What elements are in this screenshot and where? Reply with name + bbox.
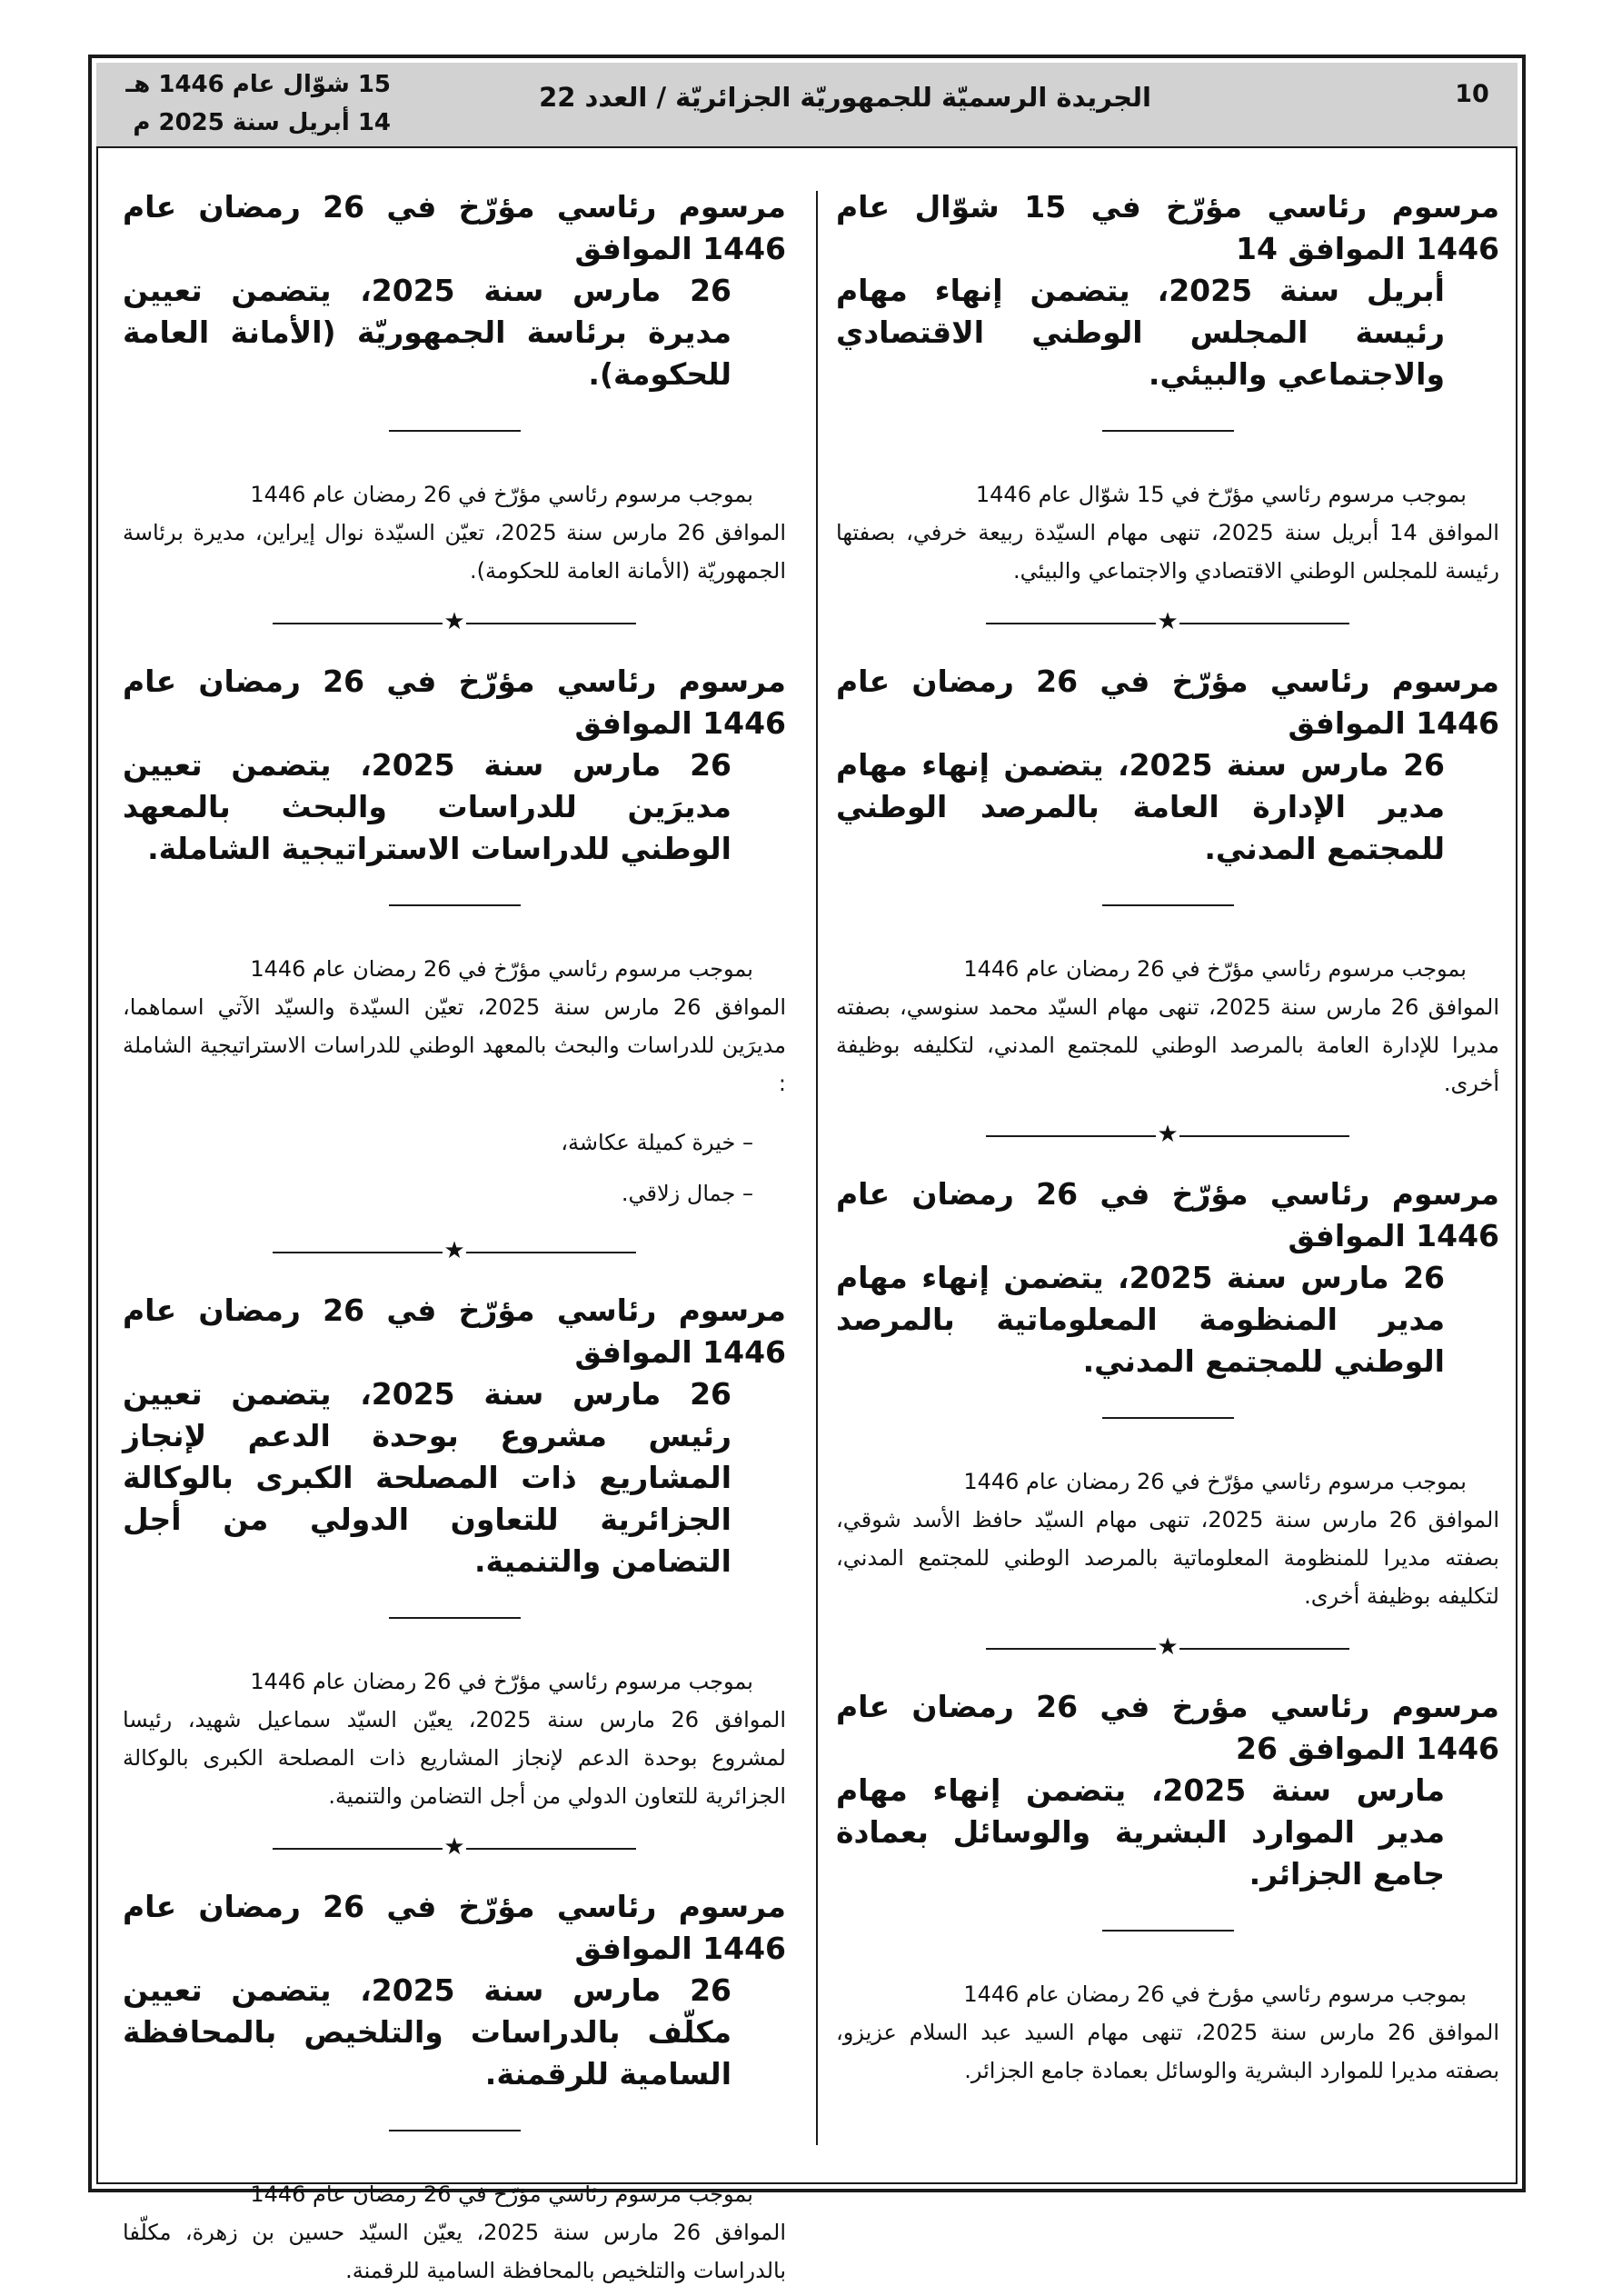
decree-body: بموجب مرسوم رئاسي مؤرخ في 26 رمضان عام 1446 الموافق 26 مارس سنة 2025، تنهى مهام السيد عبد السلام عزيزو، بصفته مديرا للموارد البشرية والوسائل بعمادة جامع الجزائر. <box>836 1982 1499 2083</box>
title-rule <box>389 904 521 906</box>
decree <box>123 1290 786 1815</box>
gregorian-date: 14 أبريل سنة 2025 م <box>133 109 391 136</box>
page-number: 10 <box>1455 80 1489 108</box>
decree-title: مرسوم رئاسي مؤرخ في 26 رمضان عام 1446 الموافق 26 مارس سنة 2025، يتضمن إنهاء مهام مدير الموارد البشرية والوسائل بعمادة جامع الجزائر. <box>836 1689 1499 1892</box>
appointee-list <box>123 1117 786 1219</box>
decree-title: مرسوم رئاسي مؤرّخ في 26 رمضان عام 1446 الموافق 26 مارس سنة 2025، يتضمن تعيين مديرة برئاسة الجمهوريّة (الأمانة العامة للحكومة). <box>123 189 786 392</box>
decree-body: بموجب مرسوم رئاسي مؤرّخ في 15 شوّال عام 1446 الموافق 14 أبريل سنة 2025، تنهى مهام السيّدة ربيعة خرفي، بصفتها رئيسة للمجلس الوطني الاقتصادي والاجتماعي والبيئي. <box>836 482 1499 584</box>
decree-title: مرسوم رئاسي مؤرّخ في 26 رمضان عام 1446 الموافق 26 مارس سنة 2025، يتضمن تعيين مديرَين للدراسات والبحث بالمعهد الوطني للدراسات الاستراتيجية الشاملة. <box>123 664 786 866</box>
decree <box>123 661 786 1219</box>
decree <box>836 186 1499 590</box>
column-divider <box>816 191 818 2145</box>
decree-body: بموجب مرسوم رئاسي مؤرّخ في 26 رمضان عام 1446 الموافق 26 مارس سنة 2025، تعيّن السيّدة نوال إيراين، مديرة برئاسة الجمهوريّة (الأمانة العامة للحكومة). <box>123 482 786 584</box>
decree-body: بموجب مرسوم رئاسي مؤرّخ في 26 رمضان عام 1446 الموافق 26 مارس سنة 2025، تنهى مهام السيّد حافظ الأسد شوقي، بصفته مديرا للمنظومة المعلوماتية بالمرصد الوطني للمجتمع المدني، لتكليفه بوظيفة أخرى. <box>836 1469 1500 1609</box>
star-icon: ★ <box>1157 608 1179 635</box>
star-icon: ★ <box>1157 1633 1179 1661</box>
issue-date <box>118 65 391 142</box>
decree-title: مرسوم رئاسي مؤرّخ في 26 رمضان عام 1446 الموافق 26 مارس سنة 2025، يتضمن إنهاء مهام مدير المنظومة المعلوماتية بالمرصد الوطني للمجتمع المدني. <box>836 1176 1499 1379</box>
decree-title: مرسوم رئاسي مؤرّخ في 26 رمضان عام 1446 الموافق 26 مارس سنة 2025، يتضمن تعيين مكلّف بالدراسات والتلخيص بالمحافظة السامية للرقمنة. <box>123 1889 786 2091</box>
right-column <box>836 186 1499 2090</box>
decree-title: مرسوم رئاسي مؤرّخ في 26 رمضان عام 1446 الموافق 26 مارس سنة 2025، يتضمن إنهاء مهام مدير الإدارة العامة بالمرصد الوطني للمجتمع المدني. <box>836 664 1499 866</box>
hijri-date: 15 شوّال عام 1446 هـ <box>125 71 391 98</box>
decree-title: مرسوم رئاسي مؤرّخ في 15 شوّال عام 1446 الموافق 14 أبريل سنة 2025، يتضمن إنهاء مهام رئيسة المجلس الوطني الاقتصادي والاجتماعي والبيئي. <box>836 189 1500 392</box>
decree <box>836 661 1499 1103</box>
star-icon: ★ <box>443 608 465 635</box>
decree-body: بموجب مرسوم رئاسي مؤرّخ في 26 رمضان عام 1446 الموافق 26 مارس سنة 2025، يعيّن السيّد حسين بن زهرة، مكلّفا بالدراسات والتلخيص بالمحافظة السامية للرقمنة. <box>123 2181 786 2283</box>
star-separator <box>123 608 786 635</box>
title-rule <box>1102 904 1234 906</box>
star-icon: ★ <box>443 1237 465 1264</box>
star-separator <box>836 608 1499 635</box>
decree <box>836 1686 1499 2090</box>
decree <box>123 186 786 590</box>
star-icon: ★ <box>1157 1121 1179 1148</box>
title-rule <box>389 1617 521 1619</box>
decree <box>836 1173 1499 1615</box>
star-icon: ★ <box>443 1833 465 1861</box>
title-rule <box>389 2130 521 2131</box>
decree-body: بموجب مرسوم رئاسي مؤرّخ في 26 رمضان عام 1446 الموافق 26 مارس سنة 2025، تنهى مهام السيّد محمد سنوسي، بصفته مديرا للإدارة العامة بالمرصد الوطني للمجتمع المدني، لتكليفه بوظيفة أخرى. <box>836 956 1499 1096</box>
decree <box>123 1886 786 2290</box>
title-rule <box>1102 430 1234 432</box>
list-item: – جمال زلاقي. <box>621 1181 753 1206</box>
list-item: – خيرة كميلة عكاشة، <box>561 1130 753 1155</box>
decree-body: بموجب مرسوم رئاسي مؤرّخ في 26 رمضان عام 1446 الموافق 26 مارس سنة 2025، يعيّن السيّد سماعيل شهيد، رئيسا لمشروع بوحدة الدعم لإنجاز المشاريع ذات المصلحة الكبرى بالوكالة الجزائرية للتعاون الدولي من أجل التضامن والتنمية. <box>123 1669 786 1809</box>
title-rule <box>1102 1417 1234 1419</box>
title-rule <box>1102 1930 1234 1932</box>
gazette-title: الجريدة الرسميّة للجمهوريّة الجزائريّة / العدد 22 <box>539 82 1151 113</box>
decree-body: بموجب مرسوم رئاسي مؤرّخ في 26 رمضان عام 1446 الموافق 26 مارس سنة 2025، تعيّن السيّدة والسيّد الآتي اسماهما، مديرَين للدراسات والبحث بالمعهد الوطني للدراسات الاستراتيجية الشاملة : <box>123 956 786 1096</box>
title-rule <box>389 430 521 432</box>
star-separator <box>123 1237 786 1264</box>
star-separator <box>836 1121 1499 1148</box>
star-separator <box>123 1833 786 1861</box>
decree-title: مرسوم رئاسي مؤرّخ في 26 رمضان عام 1446 الموافق 26 مارس سنة 2025، يتضمن تعيين رئيس مشروع بوحدة الدعم لإنجاز المشاريع ذات المصلحة الكبرى بالوكالة الجزائرية للتعاون الدولي من أجل التضامن والتنمية. <box>123 1293 786 1579</box>
star-separator <box>836 1633 1499 1661</box>
left-column <box>123 186 786 2290</box>
